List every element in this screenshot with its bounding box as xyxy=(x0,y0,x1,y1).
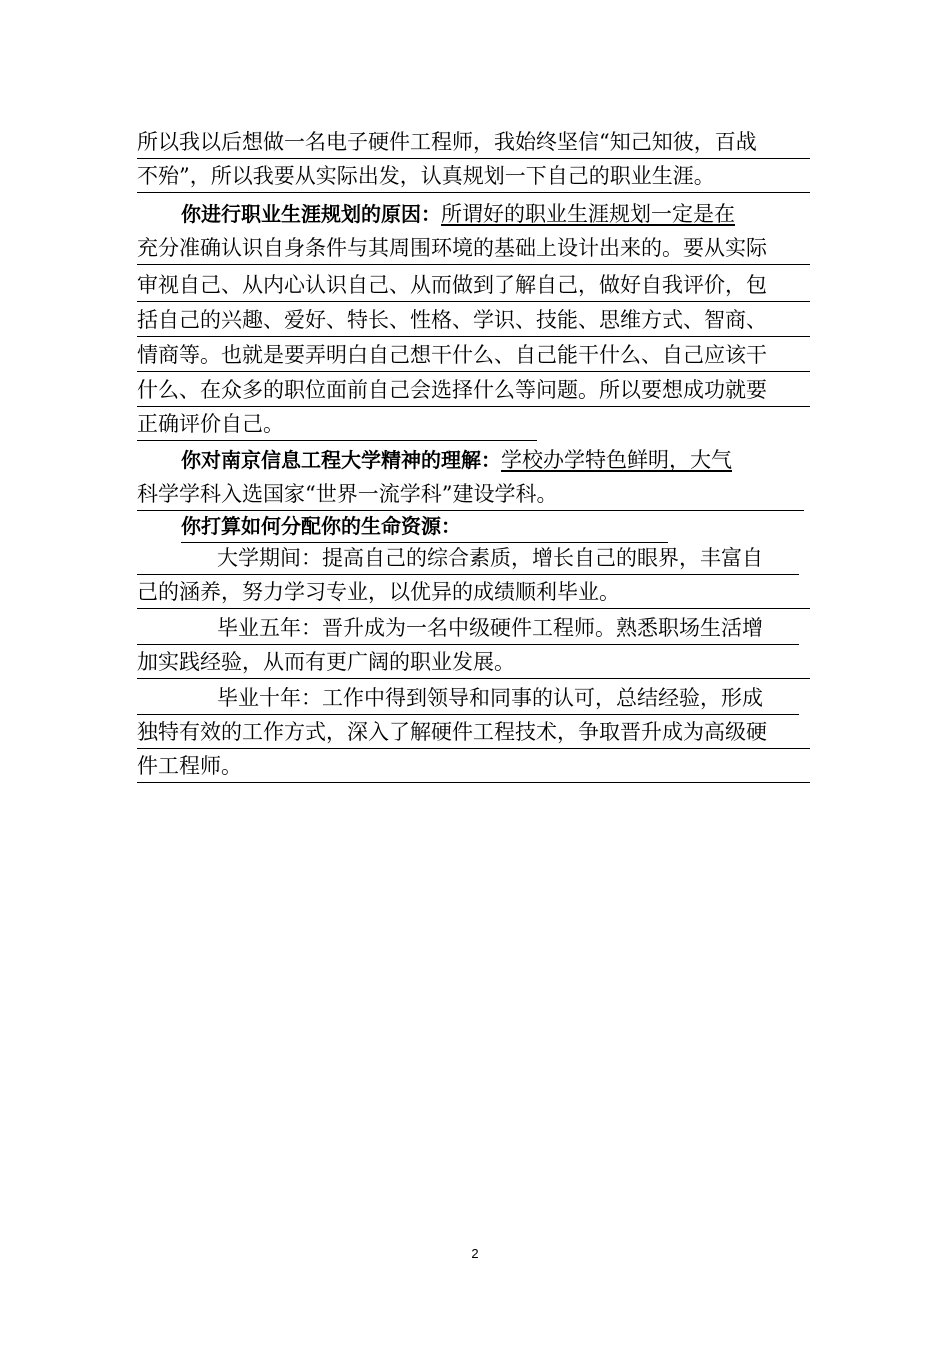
plan-ten-years-line: 独特有效的工作方式，深入了解硬件工程技术，争取晋升成为高级硬 xyxy=(137,715,810,749)
page-number: 2 xyxy=(471,1246,479,1261)
plan-text: 大学期间：提高自己的综合素质，增长自己的眼界，丰富自 xyxy=(217,546,763,570)
intro-line-2: 不殆”，所以我要从实际出发，认真规划一下自己的职业生涯。 xyxy=(137,159,810,193)
spirit-first: 学校办学特色鲜明，大气 xyxy=(501,448,732,472)
spirit-heading-line xyxy=(181,443,793,477)
reason-line: 正确评价自己。 xyxy=(137,407,537,441)
resources-label: 你打算如何分配你的生命资源： xyxy=(181,514,461,538)
reason-heading-line xyxy=(181,197,793,231)
reason-line: 充分准确认识自身条件与其周围环境的基础上设计出来的。要从实际 xyxy=(137,231,810,265)
plan-ten-years-line: 件工程师。 xyxy=(137,749,810,783)
resources-heading-line xyxy=(181,509,668,543)
reason-line: 情商等。也就是要弄明白自己想干什么、自己能干什么、自己应该干 xyxy=(137,338,810,372)
plan-five-years-line xyxy=(137,611,799,645)
plan-ten-years-line xyxy=(137,681,799,715)
reason-first: 所谓好的职业生涯规划一定是在 xyxy=(441,202,735,226)
spirit-label: 你对南京信息工程大学精神的理解： xyxy=(181,448,501,472)
plan-text: 毕业五年：晋升成为一名中级硬件工程师。熟悉职场生活增 xyxy=(217,616,763,640)
plan-college-line: 己的涵养，努力学习专业，以优异的成绩顺利毕业。 xyxy=(137,575,810,609)
reason-line: 括自己的兴趣、爱好、特长、性格、学识、技能、思维方式、智商、 xyxy=(137,303,810,337)
reason-line: 审视自己、从内心认识自己、从而做到了解自己，做好自我评价，包 xyxy=(137,268,810,302)
intro-line-1: 所以我以后想做一名电子硬件工程师，我始终坚信“知己知彼，百战 xyxy=(137,125,810,159)
plan-five-years-line: 加实践经验，从而有更广阔的职业发展。 xyxy=(137,645,810,679)
reason-line: 什么、在众多的职位面前自己会选择什么等问题。所以要想成功就要 xyxy=(137,373,810,407)
plan-college-line xyxy=(137,541,799,575)
spirit-line-2: 科学学科入选国家“世界一流学科”建设学科。 xyxy=(137,477,804,511)
reason-label: 你进行职业生涯规划的原因： xyxy=(181,202,441,226)
plan-text: 毕业十年：工作中得到领导和同事的认可，总结经验，形成 xyxy=(217,686,763,710)
